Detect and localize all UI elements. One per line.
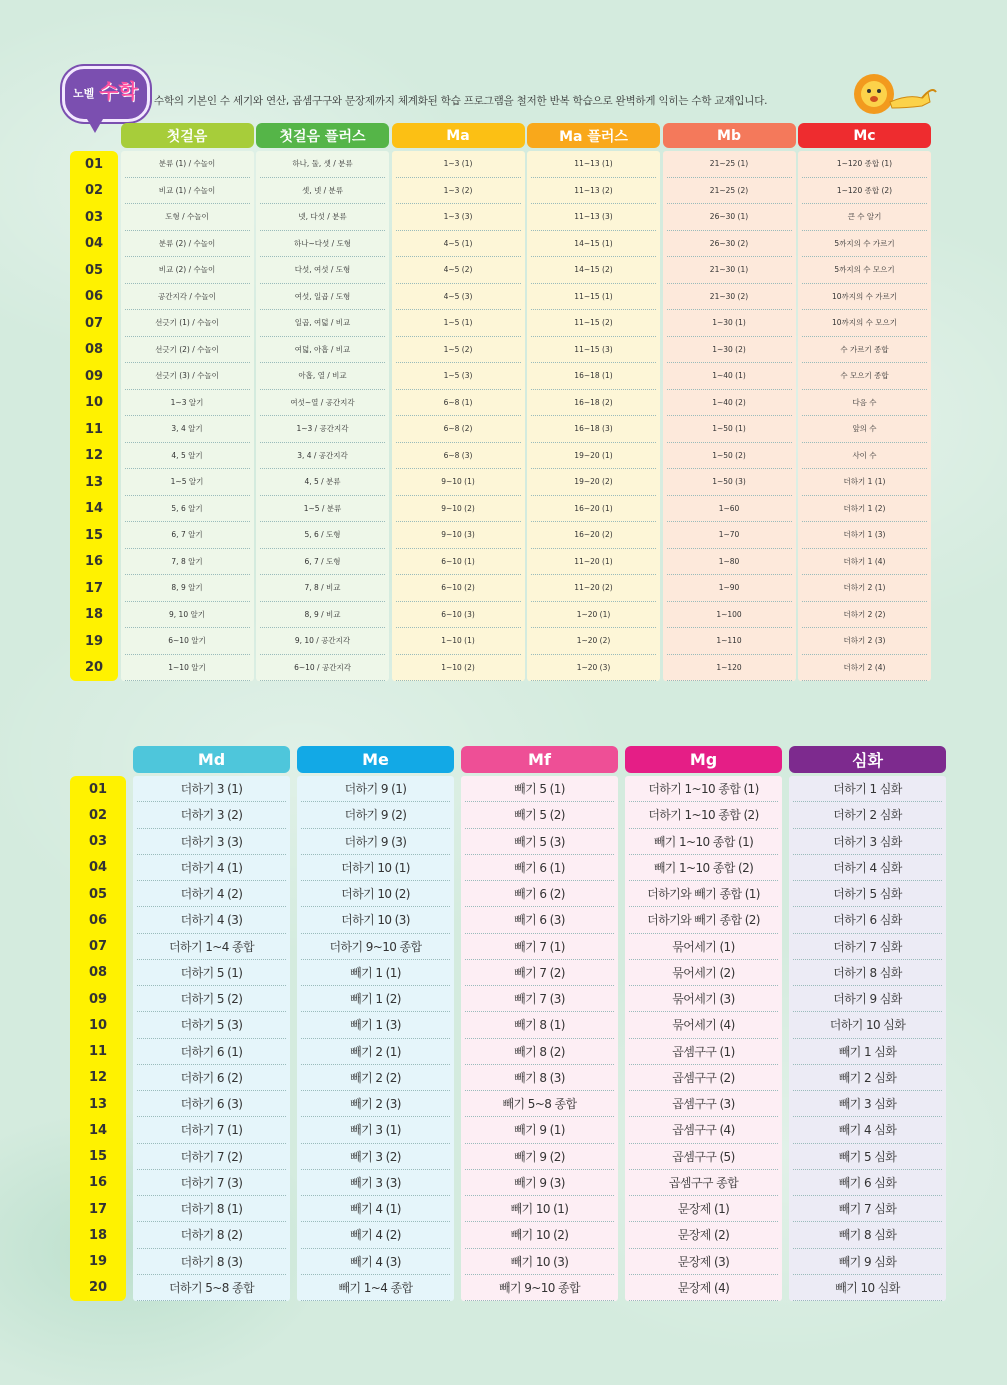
- table-cell: 더하기 8 (3): [137, 1249, 286, 1275]
- table-cell: 더하기 5 (1): [137, 960, 286, 986]
- table-cell: 빼기 8 심화: [793, 1222, 942, 1248]
- table-cell: 1~50 (3): [667, 469, 792, 496]
- table-cell: 5까지의 수 가르기: [802, 231, 927, 258]
- row-number: 08: [88, 965, 108, 981]
- table-cell: 더하기 4 (1): [137, 855, 286, 881]
- table-cell: 더하기 8 (2): [137, 1222, 286, 1248]
- table-cell: 빼기 7 (1): [465, 934, 614, 960]
- table-cell: 빼기 1 (3): [301, 1012, 450, 1038]
- row-number: 20: [84, 660, 104, 676]
- table-cell: 빼기 4 (1): [301, 1196, 450, 1222]
- table-cell: 1~5 알기: [125, 469, 250, 496]
- column-header: Mg: [625, 746, 782, 773]
- table-cell: 빼기 3 심화: [793, 1091, 942, 1117]
- table-cell: 더하기 6 (1): [137, 1039, 286, 1065]
- row-number: 09: [88, 991, 108, 1007]
- table-cell: 7, 8 알기: [125, 549, 250, 576]
- table-cell: 4~5 (1): [396, 231, 521, 258]
- row-number: 16: [88, 1175, 108, 1191]
- table-cell: 더하기 5~8 종합: [137, 1275, 286, 1301]
- table-cell: 묶어세기 (2): [629, 960, 778, 986]
- table-cell: 빼기 5 (3): [465, 829, 614, 855]
- row-number: 20: [88, 1280, 108, 1296]
- table-cell: 빼기 8 (3): [465, 1065, 614, 1091]
- table-cell: 3, 4 / 공간지각: [260, 443, 385, 470]
- table-cell: 앞의 수: [802, 416, 927, 443]
- table-cell: 문장제 (1): [629, 1196, 778, 1222]
- table-cell: 빼기 10 (2): [465, 1222, 614, 1248]
- table-cell: 곱셈구구 (5): [629, 1144, 778, 1170]
- table-cell: 빼기 9 심화: [793, 1249, 942, 1275]
- table-cell: 다섯, 여섯 / 도형: [260, 257, 385, 284]
- table-cell: 1~110: [667, 628, 792, 655]
- table-cell: 16~18 (2): [531, 390, 656, 417]
- table-cell: 더하기 7 (3): [137, 1170, 286, 1196]
- table-cell: 하나~다섯 / 도형: [260, 231, 385, 258]
- table-cell: 빼기 6 심화: [793, 1170, 942, 1196]
- table-cell: 더하기 10 (1): [301, 855, 450, 881]
- table-cell: 1~3 알기: [125, 390, 250, 417]
- table-cell: 더하기 6 (3): [137, 1091, 286, 1117]
- row-number: 07: [88, 939, 108, 955]
- table-cell: 14~15 (1): [531, 231, 656, 258]
- table-cell: 1~3 / 공간지각: [260, 416, 385, 443]
- table-cell: 더하기 2 심화: [793, 802, 942, 828]
- table-cell: 공간지각 / 수놀이: [125, 284, 250, 311]
- table-cell: 더하기 4 (3): [137, 907, 286, 933]
- table-cell: 더하기 10 심화: [793, 1012, 942, 1038]
- table-cell: 빼기 9~10 종합: [465, 1275, 614, 1301]
- row-number: 03: [84, 209, 104, 225]
- logo-big-text: 수학: [99, 79, 138, 103]
- table-cell: 곱셈구구 (4): [629, 1117, 778, 1143]
- table-cell: 더하기 7 (1): [137, 1117, 286, 1143]
- table-cell: 더하기 3 (1): [137, 776, 286, 802]
- column-header: 심화: [789, 746, 946, 773]
- table-cell: 더하기 4 (2): [137, 881, 286, 907]
- table-cell: 9, 10 알기: [125, 602, 250, 629]
- table-cell: 선긋기 (2) / 수놀이: [125, 337, 250, 364]
- column-header: 첫걸음 플러스: [256, 123, 389, 148]
- table-cell: 더하기 9 (1): [301, 776, 450, 802]
- table-cell: 빼기 10 (1): [465, 1196, 614, 1222]
- table-cell: 더하기 2 (2): [802, 602, 927, 629]
- row-number: 19: [84, 633, 104, 649]
- table-cell: 1~30 (2): [667, 337, 792, 364]
- table-cell: 9~10 (2): [396, 496, 521, 523]
- table-cell: 빼기 3 (2): [301, 1144, 450, 1170]
- table-cell: 하나, 둘, 셋 / 분류: [260, 151, 385, 178]
- table-cell: 더하기 8 (1): [137, 1196, 286, 1222]
- table-cell: 더하기 1~10 종합 (1): [629, 776, 778, 802]
- table-cell: 19~20 (1): [531, 443, 656, 470]
- column-header: Md: [133, 746, 290, 773]
- table-cell: 16~18 (3): [531, 416, 656, 443]
- table-cell: 빼기 8 (2): [465, 1039, 614, 1065]
- table-cell: 빼기 3 (3): [301, 1170, 450, 1196]
- table-cell: 1~60: [667, 496, 792, 523]
- table-cell: 빼기 7 (2): [465, 960, 614, 986]
- table-cell: 더하기 7 심화: [793, 934, 942, 960]
- table-cell: 16~18 (1): [531, 363, 656, 390]
- table-cell: 11~13 (1): [531, 151, 656, 178]
- column-header: Mc: [798, 123, 931, 148]
- table-cell: 넷, 다섯 / 분류: [260, 204, 385, 231]
- table-cell: 빼기 1 심화: [793, 1039, 942, 1065]
- table-cell: 1~20 (3): [531, 655, 656, 682]
- table-cell: 6~10 (1): [396, 549, 521, 576]
- row-number: 14: [88, 1122, 108, 1138]
- column-header: 첫걸음: [121, 123, 254, 148]
- row-number: 18: [84, 607, 104, 623]
- row-number: 06: [84, 289, 104, 305]
- table-cell: 선긋기 (1) / 수놀이: [125, 310, 250, 337]
- table-cell: 1~120: [667, 655, 792, 682]
- table-cell: 빼기 6 (1): [465, 855, 614, 881]
- table-cell: 더하기 4 심화: [793, 855, 942, 881]
- table-cell: 빼기 10 (3): [465, 1249, 614, 1275]
- table-cell: 빼기 1~4 종합: [301, 1275, 450, 1301]
- table-cell: 빼기 3 (1): [301, 1117, 450, 1143]
- table-cell: 16~20 (2): [531, 522, 656, 549]
- table-cell: 묶어세기 (1): [629, 934, 778, 960]
- table-cell: 1~5 / 분류: [260, 496, 385, 523]
- table-cell: 더하기 1 (2): [802, 496, 927, 523]
- table-cell: 빼기 2 (3): [301, 1091, 450, 1117]
- table-cell: 더하기 7 (2): [137, 1144, 286, 1170]
- table-cell: 5, 6 / 도형: [260, 522, 385, 549]
- table-cell: 6~8 (2): [396, 416, 521, 443]
- row-number: 08: [84, 342, 104, 358]
- table-cell: 빼기 6 (2): [465, 881, 614, 907]
- table-cell: 빼기 7 (3): [465, 986, 614, 1012]
- table-cell: 수 가르기 종합: [802, 337, 927, 364]
- row-number: 04: [88, 860, 108, 876]
- row-number: 01: [88, 781, 108, 797]
- table-cell: 1~30 (1): [667, 310, 792, 337]
- table-cell: 더하기 1 (3): [802, 522, 927, 549]
- row-number: 10: [88, 1017, 108, 1033]
- table-cell: 선긋기 (3) / 수놀이: [125, 363, 250, 390]
- table-cell: 1~120 종합 (2): [802, 178, 927, 205]
- table-cell: 도형 / 수놀이: [125, 204, 250, 231]
- table-cell: 문장제 (2): [629, 1222, 778, 1248]
- table-cell: 1~50 (2): [667, 443, 792, 470]
- table-cell: 1~3 (3): [396, 204, 521, 231]
- table-cell: 21~25 (1): [667, 151, 792, 178]
- column-header: Me: [297, 746, 454, 773]
- table-cell: 더하기 9 (2): [301, 802, 450, 828]
- table-cell: 더하기 3 심화: [793, 829, 942, 855]
- table-cell: 더하기 3 (3): [137, 829, 286, 855]
- column-header: Mf: [461, 746, 618, 773]
- table-cell: 문장제 (3): [629, 1249, 778, 1275]
- row-number: 19: [88, 1254, 108, 1270]
- table-cell: 5까지의 수 모으기: [802, 257, 927, 284]
- table-cell: 1~90: [667, 575, 792, 602]
- table-cell: 큰 수 알기: [802, 204, 927, 231]
- row-number: 05: [84, 262, 104, 278]
- curriculum-table-2: [70, 746, 946, 1301]
- table-cell: 더하기 5 (3): [137, 1012, 286, 1038]
- table-cell: 16~20 (1): [531, 496, 656, 523]
- row-number: 02: [88, 807, 108, 823]
- row-number: 16: [84, 554, 104, 570]
- table-cell: 21~30 (2): [667, 284, 792, 311]
- table-cell: 1~5 (3): [396, 363, 521, 390]
- table-cell: 빼기 9 (2): [465, 1144, 614, 1170]
- table-cell: 1~40 (1): [667, 363, 792, 390]
- table-cell: 21~30 (1): [667, 257, 792, 284]
- table-cell: 더하기 1 (1): [802, 469, 927, 496]
- row-number: 12: [88, 1070, 108, 1086]
- row-number: 11: [84, 421, 104, 437]
- table-cell: 묶어세기 (4): [629, 1012, 778, 1038]
- table-cell: 1~10 (1): [396, 628, 521, 655]
- table-cell: 여덟, 아홉 / 비교: [260, 337, 385, 364]
- table-cell: 1~120 종합 (1): [802, 151, 927, 178]
- row-number: 12: [84, 448, 104, 464]
- table-cell: 4, 5 알기: [125, 443, 250, 470]
- table-cell: 빼기 1 (1): [301, 960, 450, 986]
- table-cell: 빼기 1~10 종합 (1): [629, 829, 778, 855]
- table-cell: 11~15 (3): [531, 337, 656, 364]
- table-cell: 1~100: [667, 602, 792, 629]
- column-header: Ma 플러스: [527, 123, 660, 148]
- table-cell: 더하기 6 심화: [793, 907, 942, 933]
- table-cell: 빼기 9 (1): [465, 1117, 614, 1143]
- table-cell: 더하기 5 (2): [137, 986, 286, 1012]
- table-cell: 더하기 5 심화: [793, 881, 942, 907]
- table-cell: 11~20 (1): [531, 549, 656, 576]
- table-cell: 빼기 5 (1): [465, 776, 614, 802]
- row-number: 05: [88, 886, 108, 902]
- table-cell: 6~10 / 공간지각: [260, 655, 385, 682]
- table-cell: 빼기 5~8 종합: [465, 1091, 614, 1117]
- table-cell: 더하기 1~4 종합: [137, 934, 286, 960]
- row-number: 17: [84, 580, 104, 596]
- table-cell: 1~5 (2): [396, 337, 521, 364]
- table-cell: 11~15 (2): [531, 310, 656, 337]
- table-cell: 6, 7 알기: [125, 522, 250, 549]
- table-cell: 1~10 (2): [396, 655, 521, 682]
- table-cell: 빼기 1 (2): [301, 986, 450, 1012]
- table-cell: 1~70: [667, 522, 792, 549]
- row-number: 03: [88, 834, 108, 850]
- table-cell: 더하기 1 (4): [802, 549, 927, 576]
- table-cell: 빼기 4 심화: [793, 1117, 942, 1143]
- row-number: 15: [84, 527, 104, 543]
- row-number: 18: [88, 1227, 108, 1243]
- nobel-math-logo: [62, 66, 150, 122]
- table-cell: 1~3 (1): [396, 151, 521, 178]
- table-cell: 1~20 (1): [531, 602, 656, 629]
- table-cell: 빼기 6 (3): [465, 907, 614, 933]
- table-cell: 3, 4 알기: [125, 416, 250, 443]
- table-cell: 9, 10 / 공간지각: [260, 628, 385, 655]
- column-header: Ma: [392, 123, 525, 148]
- table-cell: 1~50 (1): [667, 416, 792, 443]
- row-number: 15: [88, 1149, 108, 1165]
- table-cell: 분류 (1) / 수놀이: [125, 151, 250, 178]
- table-cell: 8, 9 알기: [125, 575, 250, 602]
- table-cell: 더하기 2 (1): [802, 575, 927, 602]
- row-number: 06: [88, 912, 108, 928]
- table-cell: 더하기 10 (3): [301, 907, 450, 933]
- table-cell: 더하기 1~10 종합 (2): [629, 802, 778, 828]
- table-cell: 더하기 9 (3): [301, 829, 450, 855]
- table-cell: 더하기와 빼기 종합 (1): [629, 881, 778, 907]
- logo-small-text: 노벨: [73, 87, 95, 100]
- table-cell: 빼기 8 (1): [465, 1012, 614, 1038]
- row-number: 11: [88, 1044, 108, 1060]
- row-number: 01: [84, 156, 104, 172]
- table-cell: 곱셈구구 (2): [629, 1065, 778, 1091]
- table-cell: 11~15 (1): [531, 284, 656, 311]
- table-cell: 11~13 (2): [531, 178, 656, 205]
- row-number: 07: [84, 315, 104, 331]
- table-cell: 더하기 8 심화: [793, 960, 942, 986]
- table-cell: 비교 (1) / 수놀이: [125, 178, 250, 205]
- table-cell: 더하기 10 (2): [301, 881, 450, 907]
- table-cell: 6~8 (1): [396, 390, 521, 417]
- curriculum-table-1: [70, 123, 931, 681]
- table-cell: 19~20 (2): [531, 469, 656, 496]
- row-number: 13: [88, 1096, 108, 1112]
- row-number: 09: [84, 368, 104, 384]
- table-cell: 여섯~열 / 공간지각: [260, 390, 385, 417]
- table-cell: 곱셈구구 종합: [629, 1170, 778, 1196]
- table-cell: 빼기 9 (3): [465, 1170, 614, 1196]
- table-cell: 1~20 (2): [531, 628, 656, 655]
- table-cell: 다음 수: [802, 390, 927, 417]
- table-cell: 더하기 9 심화: [793, 986, 942, 1012]
- table-cell: 6~10 (3): [396, 602, 521, 629]
- table-cell: 21~25 (2): [667, 178, 792, 205]
- table-cell: 10까지의 수 모으기: [802, 310, 927, 337]
- table-cell: 수 모으기 종합: [802, 363, 927, 390]
- table-cell: 일곱, 여덟 / 비교: [260, 310, 385, 337]
- table-cell: 여섯, 일곱 / 도형: [260, 284, 385, 311]
- table-cell: 빼기 5 심화: [793, 1144, 942, 1170]
- table-cell: 6~10 (2): [396, 575, 521, 602]
- table-cell: 더하기 1 심화: [793, 776, 942, 802]
- lion-mascot-icon: [848, 68, 938, 124]
- table-cell: 빼기 2 (2): [301, 1065, 450, 1091]
- row-number: 10: [84, 395, 104, 411]
- table-cell: 아홉, 열 / 비교: [260, 363, 385, 390]
- table-cell: 빼기 10 심화: [793, 1275, 942, 1301]
- table-cell: 빼기 2 (1): [301, 1039, 450, 1065]
- table-cell: 6~10 알기: [125, 628, 250, 655]
- table-cell: 곱셈구구 (3): [629, 1091, 778, 1117]
- table-cell: 빼기 5 (2): [465, 802, 614, 828]
- table-cell: 11~13 (3): [531, 204, 656, 231]
- table-cell: 더하기 2 (4): [802, 655, 927, 682]
- table-cell: 묶어세기 (3): [629, 986, 778, 1012]
- table-cell: 26~30 (1): [667, 204, 792, 231]
- table-cell: 빼기 4 (3): [301, 1249, 450, 1275]
- table-cell: 1~10 알기: [125, 655, 250, 682]
- row-number: 14: [84, 501, 104, 517]
- table-cell: 곱셈구구 (1): [629, 1039, 778, 1065]
- table-cell: 1~80: [667, 549, 792, 576]
- table-cell: 셋, 넷 / 분류: [260, 178, 385, 205]
- row-number: 02: [84, 183, 104, 199]
- table-cell: 더하기 6 (2): [137, 1065, 286, 1091]
- table-cell: 9~10 (3): [396, 522, 521, 549]
- table-cell: 5, 6 알기: [125, 496, 250, 523]
- table-cell: 6, 7 / 도형: [260, 549, 385, 576]
- table-cell: 4~5 (2): [396, 257, 521, 284]
- table-cell: 빼기 7 심화: [793, 1196, 942, 1222]
- table-cell: 1~3 (2): [396, 178, 521, 205]
- table-cell: 더하기 3 (2): [137, 802, 286, 828]
- table-cell: 4, 5 / 분류: [260, 469, 385, 496]
- table-cell: 문장제 (4): [629, 1275, 778, 1301]
- row-number: 13: [84, 474, 104, 490]
- table-cell: 더하기와 빼기 종합 (2): [629, 907, 778, 933]
- row-number: 17: [88, 1201, 108, 1217]
- table-cell: 14~15 (2): [531, 257, 656, 284]
- row-number: 04: [84, 236, 104, 252]
- table-cell: 10까지의 수 가르기: [802, 284, 927, 311]
- table-cell: 더하기 9~10 종합: [301, 934, 450, 960]
- table-cell: 1~5 (1): [396, 310, 521, 337]
- table-cell: 빼기 2 심화: [793, 1065, 942, 1091]
- table-cell: 분류 (2) / 수놀이: [125, 231, 250, 258]
- table-cell: 더하기 2 (3): [802, 628, 927, 655]
- table-cell: 7, 8 / 비교: [260, 575, 385, 602]
- table-cell: 6~8 (3): [396, 443, 521, 470]
- table-cell: 9~10 (1): [396, 469, 521, 496]
- table-cell: 사이 수: [802, 443, 927, 470]
- table-cell: 1~40 (2): [667, 390, 792, 417]
- column-header: Mb: [663, 123, 796, 148]
- table-cell: 비교 (2) / 수놀이: [125, 257, 250, 284]
- tagline: 수학의 기본인 수 세기와 연산, 곱셈구구와 문장제까지 체계화된 학습 프로그램을 철저한 반복 학습으로 완벽하게 익히는 수학 교재입니다.: [154, 95, 768, 107]
- table-cell: 4~5 (3): [396, 284, 521, 311]
- table-cell: 8, 9 / 비교: [260, 602, 385, 629]
- table-cell: 빼기 4 (2): [301, 1222, 450, 1248]
- table-cell: 빼기 1~10 종합 (2): [629, 855, 778, 881]
- table-cell: 26~30 (2): [667, 231, 792, 258]
- table-cell: 11~20 (2): [531, 575, 656, 602]
